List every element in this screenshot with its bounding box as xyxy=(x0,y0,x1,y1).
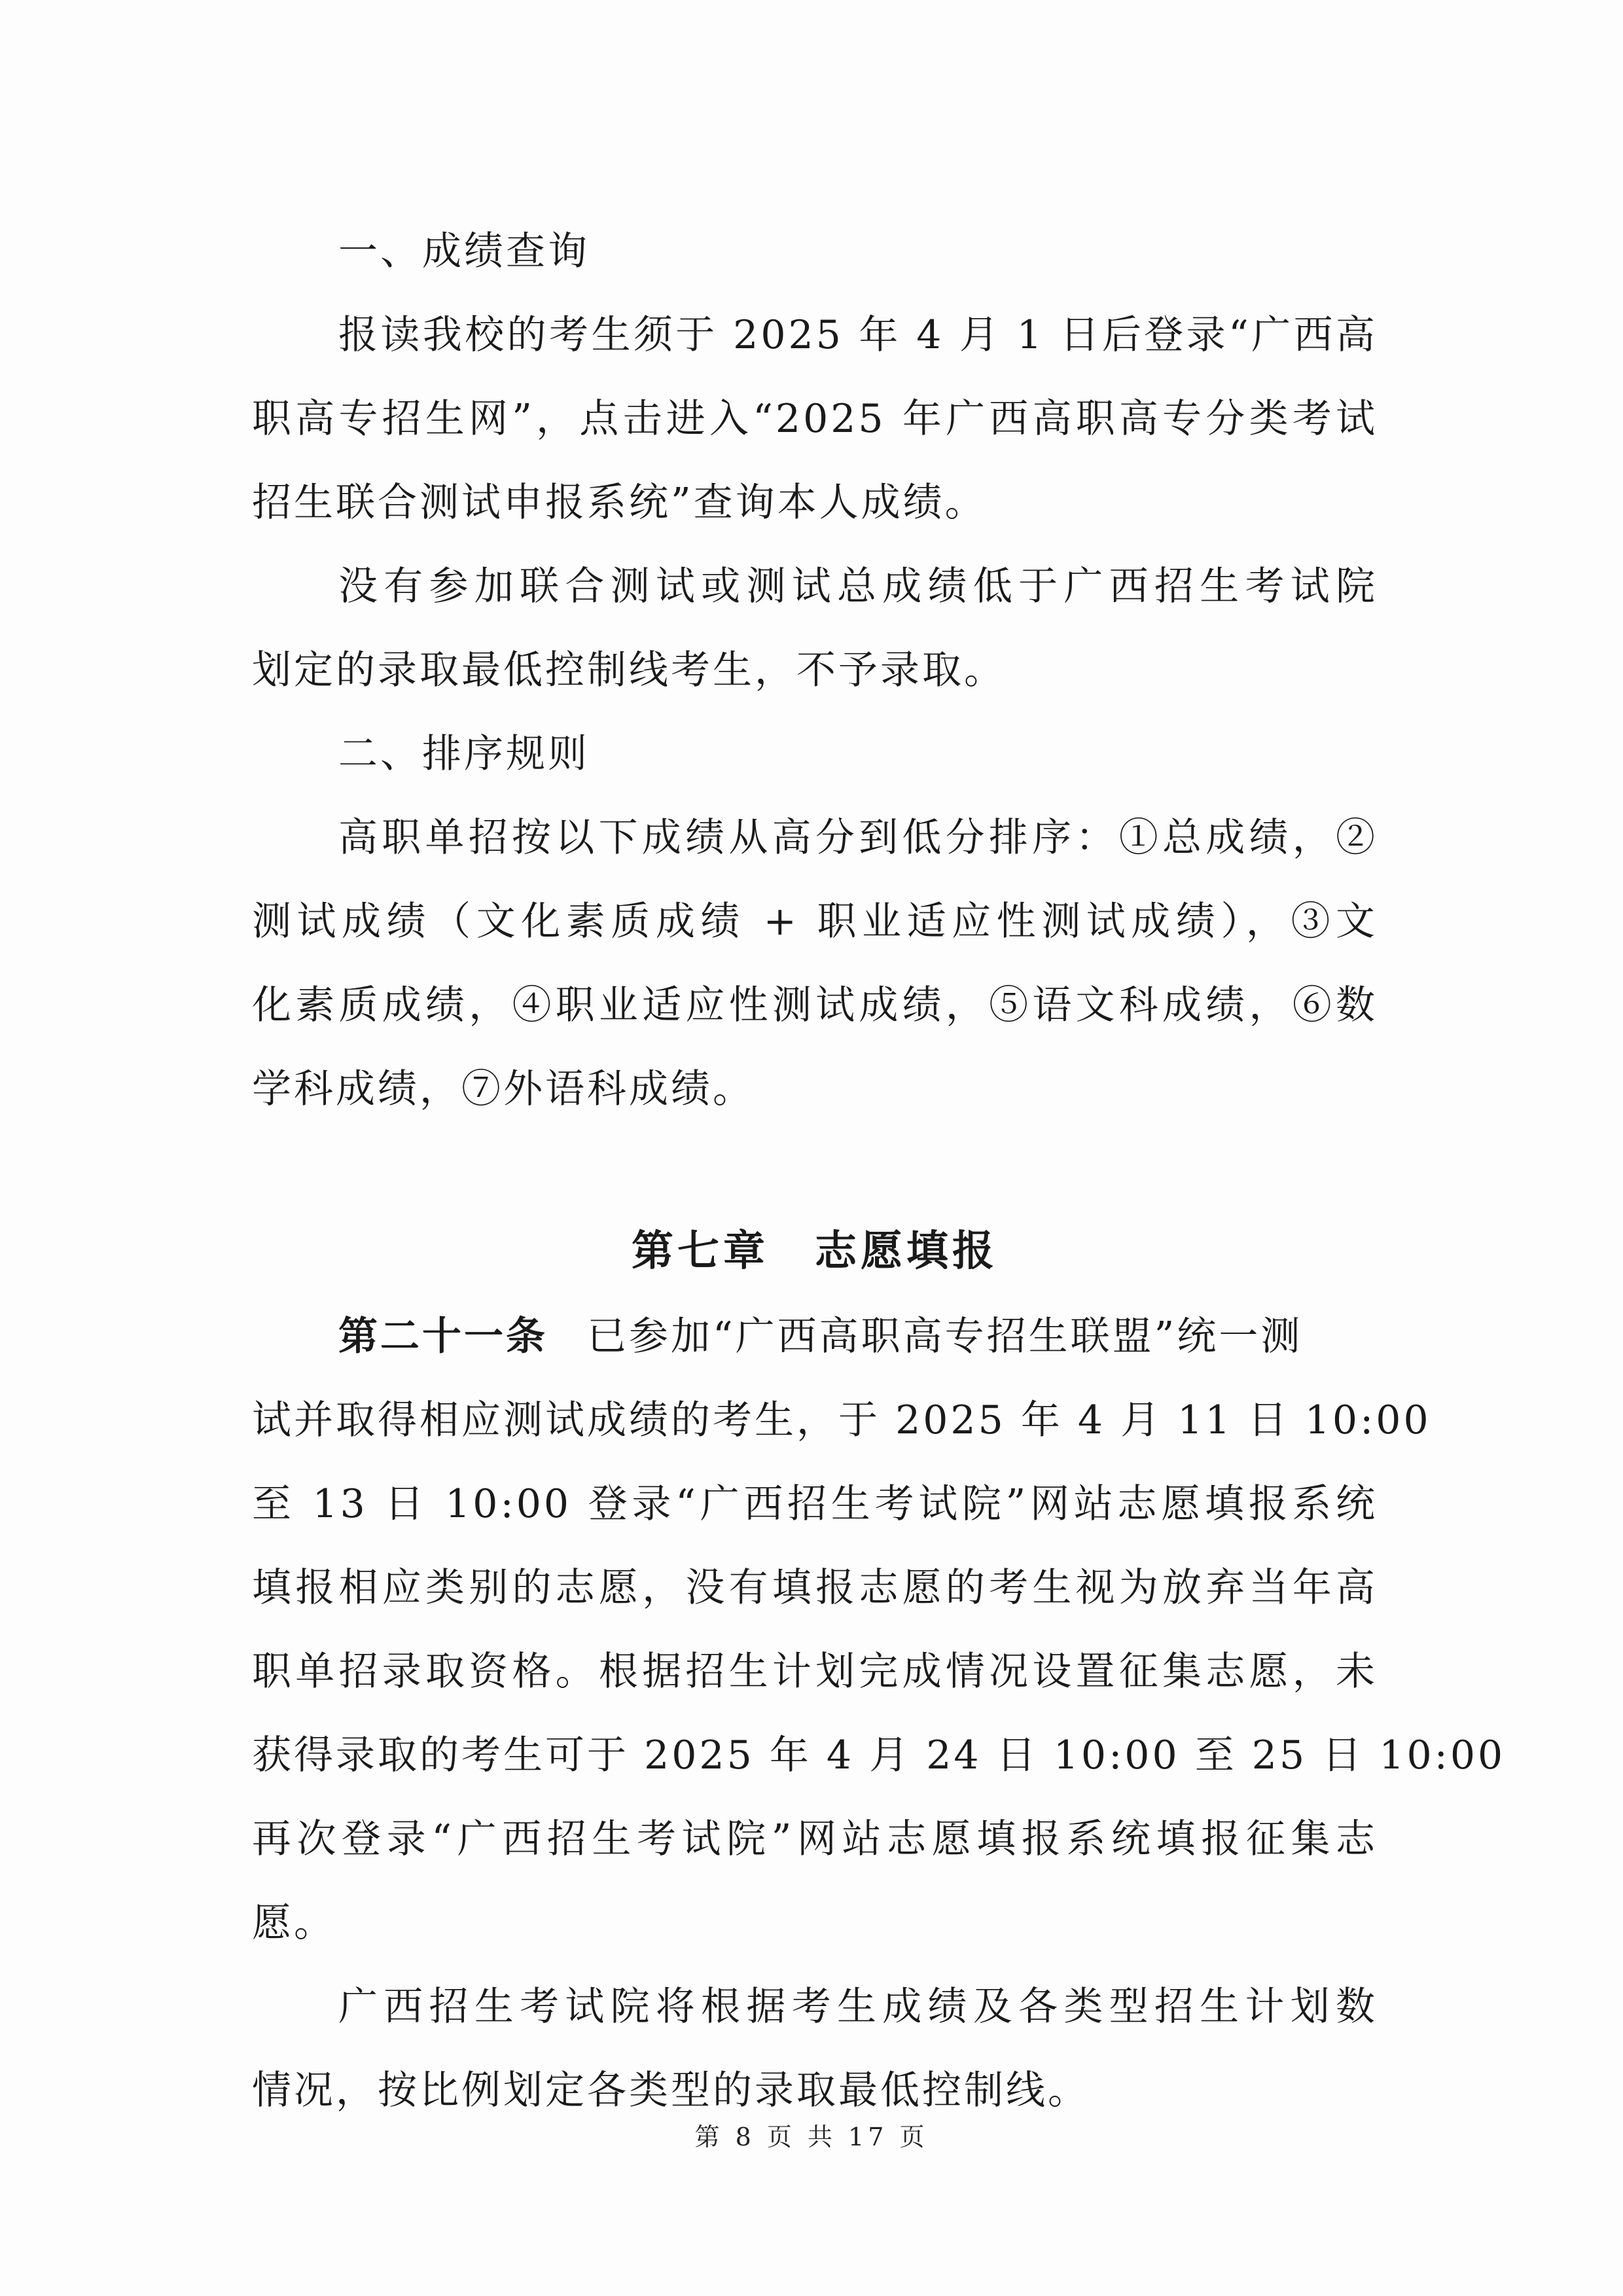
section-one-heading: 一、成绩查询 xyxy=(338,228,590,274)
text-line: 试并取得相应测试成绩的考生，于 2025 年 4 月 11 日 10:00 xyxy=(252,1397,1431,1443)
text-line: 广西招生考试院将根据考生成绩及各类型招生计划数 xyxy=(338,1984,1378,2030)
page-content xyxy=(252,209,1506,2132)
article-21-paragraph-2 xyxy=(252,1965,1378,2132)
page-number-footer: 第 8 页 共 17 页 xyxy=(694,2123,929,2151)
chapter-name: 志愿填报 xyxy=(815,1227,998,1276)
text-line: 愿。 xyxy=(252,1900,336,1946)
chapter-number: 第七章 xyxy=(632,1227,769,1276)
section-two-heading: 二、排序规则 xyxy=(338,731,590,777)
text-line: 至 13 日 10:00 登录“广西招生考试院”网站志愿填报系统 xyxy=(252,1481,1378,1527)
text-line: 没有参加联合测试或测试总成绩低于广西招生考试院 xyxy=(338,564,1378,609)
text-line: 报读我校的考生须于 2025 年 4 月 1 日后登录“广西高 xyxy=(338,312,1378,358)
chapter-title xyxy=(252,1210,1378,1293)
text-line: 已参加“广西高职高专招生联盟”统一测 xyxy=(587,1314,1303,1359)
text-line: 高职单招按以下成绩从高分到低分排序：①总成绩，② xyxy=(338,815,1378,861)
text-line: 再次登录“广西招生考试院”网站志愿填报系统填报征集志 xyxy=(252,1816,1378,1862)
text-line: 职高专招生网”，点击进入“2025 年广西高职高专分类考试 xyxy=(252,396,1378,442)
article-first-line xyxy=(252,1295,1378,1378)
section-two-paragraph xyxy=(252,796,1378,1131)
text-line: 招生联合测试申报系统”查询本人成绩。 xyxy=(252,480,987,526)
text-line: 获得录取的考生可于 2025 年 4 月 24 日 10:00 至 25 日 10:00 xyxy=(252,1732,1506,1778)
text-line: 填报相应类别的志愿，没有填报志愿的考生视为放弃当年高 xyxy=(252,1565,1378,1611)
article-label: 第二十一条 xyxy=(338,1314,548,1359)
section-one-paragraph-2 xyxy=(252,545,1378,712)
text-line: 学科成绩，⑦外语科成绩。 xyxy=(252,1066,755,1112)
article-21-paragraph-1 xyxy=(252,1295,1506,1965)
text-line: 职单招录取资格。根据招生计划完成情况设置征集志愿，未 xyxy=(252,1649,1378,1695)
section-one-paragraph-1 xyxy=(252,293,1378,545)
text-line: 测试成绩（文化素质成绩 + 职业适应性测试成绩），③文 xyxy=(252,899,1378,944)
text-line: 情况，按比例划定各类型的录取最低控制线。 xyxy=(252,2068,1090,2113)
text-line: 化素质成绩，④职业适应性测试成绩，⑤语文科成绩，⑥数 xyxy=(252,982,1378,1028)
text-line: 划定的录取最低控制线考生，不予录取。 xyxy=(252,647,1006,693)
